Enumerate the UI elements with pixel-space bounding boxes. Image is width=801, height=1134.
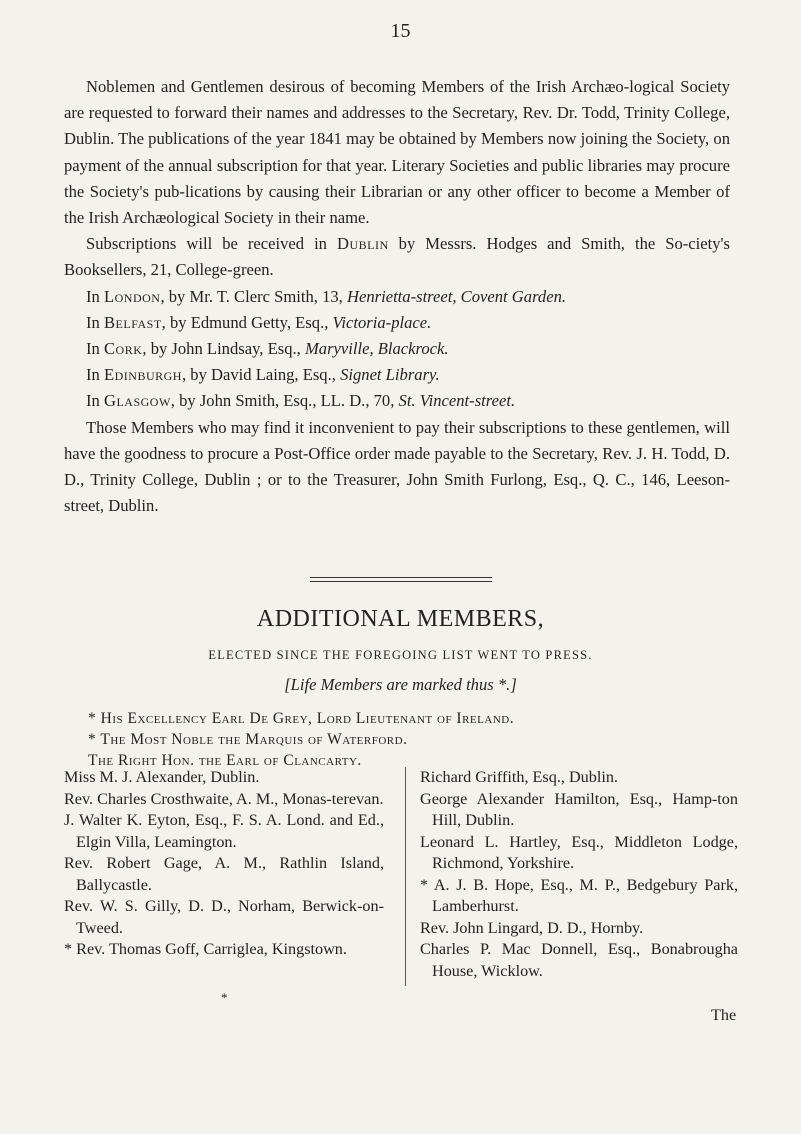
city-name: Glasgow bbox=[103, 391, 171, 411]
dublin-paragraph bbox=[64, 231, 730, 283]
life-members-note: [Life Members are marked thus *.] bbox=[284, 675, 517, 694]
city-name: Edinburgh bbox=[103, 365, 182, 385]
text-run: , by Edmund Getty, Esq., bbox=[161, 312, 333, 332]
glasgow-line bbox=[64, 388, 730, 414]
text-run: Subscriptions will be received in bbox=[86, 234, 337, 254]
address: Victoria-place. bbox=[332, 312, 432, 332]
double-rule-divider bbox=[310, 577, 492, 582]
text-run: , by John Smith, Esq., LL. D., 70, bbox=[170, 391, 399, 411]
page-number: 15 bbox=[390, 20, 411, 42]
address: Henrietta-street, Covent Garden. bbox=[346, 286, 567, 306]
city-name: Belfast bbox=[103, 312, 162, 332]
address: St. Vincent-street. bbox=[398, 391, 516, 411]
text-run: In bbox=[86, 339, 104, 359]
text-run: In bbox=[86, 365, 104, 385]
list-item: The Right Hon. the Earl of Clancarty. bbox=[88, 752, 362, 769]
city-name: Cork bbox=[103, 339, 143, 359]
list-item: Rev. Robert Gage, A. M., Rathlin Island, Ballycastle. bbox=[64, 854, 384, 894]
list-item: * A. J. B. Hope, Esq., M. P., Bedgebury Park, Lamberhurst. bbox=[420, 875, 738, 915]
address: Signet Library. bbox=[340, 365, 440, 385]
signature-mark: * bbox=[221, 990, 228, 1005]
list-item: Richard Griffith, Esq., Dublin. bbox=[420, 768, 618, 786]
city-name: London bbox=[103, 286, 161, 306]
london-line bbox=[64, 284, 730, 310]
text-run: In bbox=[86, 391, 104, 411]
list-item: Charles P. Mac Donnell, Esq., Bonabrougha House, Wicklow. bbox=[420, 940, 738, 980]
text-run: , by Mr. T. Clerc Smith, 13, bbox=[160, 286, 347, 306]
cork-line bbox=[64, 336, 730, 362]
intro-text bbox=[64, 74, 730, 519]
list-item: Rev. John Lingard, D. D., Hornby. bbox=[420, 918, 644, 937]
list-item: George Alexander Hamilton, Esq., Hamp-ton Hill, Dublin. bbox=[420, 789, 738, 829]
text-run: In bbox=[86, 286, 104, 306]
members-left-column bbox=[64, 767, 384, 961]
section-heading: ADDITIONAL MEMBERS, bbox=[256, 606, 545, 632]
text-run: by Messrs. Hodges and Smith, the So-ciety's Booksellers, 21, College-green. bbox=[64, 234, 730, 280]
list-item: Rev. W. S. Gilly, D. D., Norham, Berwick-on-Tweed. bbox=[64, 897, 384, 937]
list-item: Leonard L. Hartley, Esq., Middleton Lodge, Richmond, Yorkshire. bbox=[420, 832, 738, 872]
text-run: In bbox=[86, 312, 104, 332]
list-item: * His Excellency Earl De Grey, Lord Lieutenant of Ireland. bbox=[88, 710, 515, 727]
list-item: * The Most Noble the Marquis of Waterford. bbox=[88, 731, 408, 748]
life-members-list bbox=[88, 708, 514, 771]
text-run: , by David Laing, Esq., bbox=[181, 365, 341, 385]
section-subheading: ELECTED SINCE THE FOREGOING LIST WENT TO PRESS. bbox=[208, 648, 593, 662]
list-item: Rev. Charles Crosthwaite, A. M., Monas-terevan. bbox=[64, 789, 384, 808]
payment-paragraph: Those Members who may find it inconvenient to pay their subscriptions to these gentlemen, will have the goodness to procure a Post-Office order made payable to the Secretary, Rev. J. H. Todd, D. D., Trinity College, Dublin ; or to the Treasurer, John Smith Furlong, Esq., Q. C., 146, Leeson-street, Dublin. bbox=[64, 417, 730, 516]
belfast-line bbox=[64, 310, 730, 336]
list-item: Miss M. J. Alexander, Dublin. bbox=[64, 768, 260, 786]
city-name: Dublin bbox=[337, 234, 389, 254]
list-item: * Rev. Thomas Goff, Carriglea, Kingstown. bbox=[64, 940, 347, 958]
intro-paragraph: Noblemen and Gentlemen desirous of becoming Members of the Irish Archæo-logical Society are requested to forward their names and addresses to the Secretary, Rev. Dr. Todd, Trinity College, Dublin. The publications of the year 1841 may be obtained by Members now joining the Society, on payment of the annual subscription for that year. Literary Societies and public libraries may procure the Society's pub-lications by causing their Librarian or any other officer to become a Member of the Irish Archæological Society in their name. bbox=[64, 77, 730, 228]
members-right-column bbox=[420, 767, 738, 982]
text-run: , by John Lindsay, Esq., bbox=[142, 339, 305, 359]
list-item: J. Walter K. Eyton, Esq., F. S. A. Lond. and Ed., Elgin Villa, Leamington. bbox=[64, 811, 384, 851]
column-divider bbox=[405, 767, 406, 986]
edinburgh-line bbox=[64, 362, 730, 388]
address: Maryville, Blackrock. bbox=[304, 339, 449, 359]
catchword: The bbox=[711, 1006, 737, 1024]
